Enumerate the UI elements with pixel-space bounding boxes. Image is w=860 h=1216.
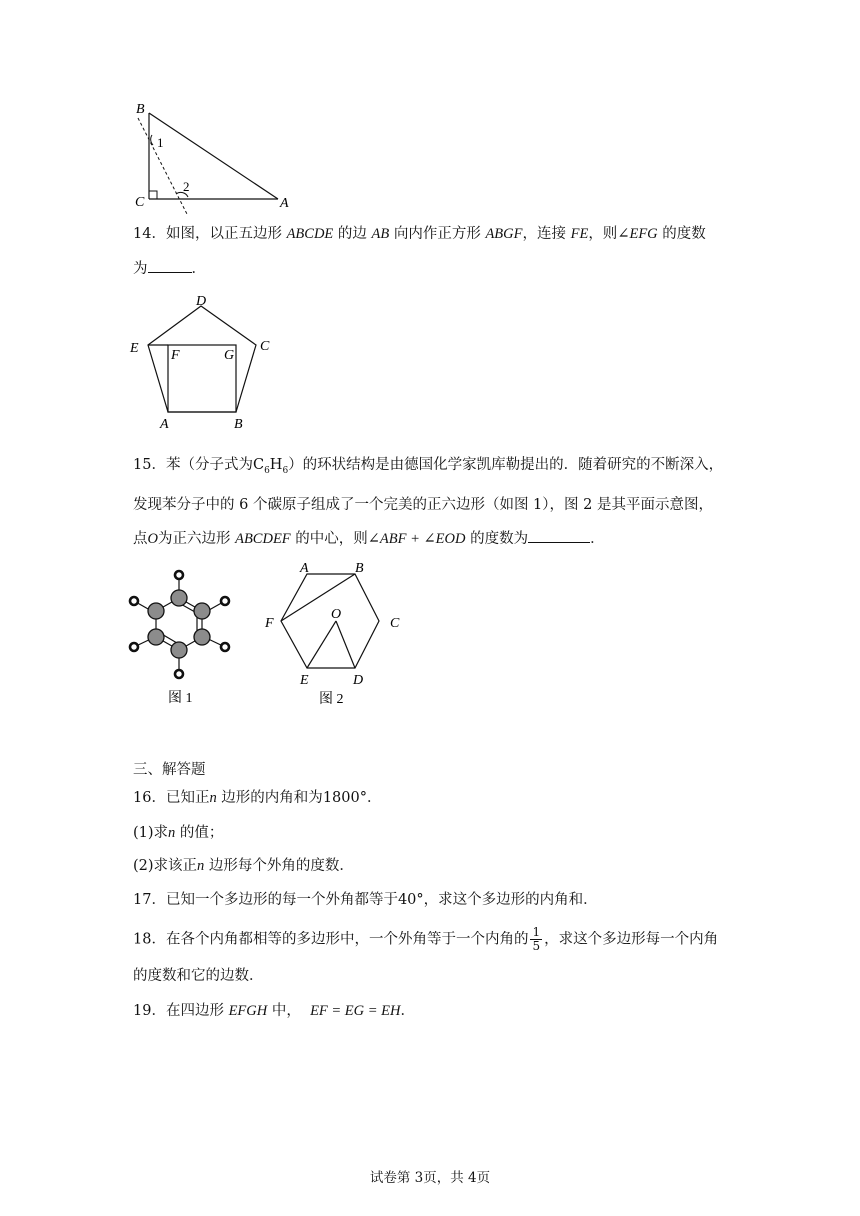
q18-line1: 18．在各个内角都相等的多边形中，一个外角等于一个内角的 $\frac{1}{5}$ ，求这个多边形每一个内角 — [133, 925, 719, 953]
benzene-formula: $C_6H_6$ — [252, 457, 289, 476]
q16-part2: (2)求该正n 边形每个外角的度数． — [133, 858, 354, 874]
label-c: C — [260, 339, 270, 354]
angle-sum-value: 1800° — [322, 790, 367, 806]
figure-benzene-molecule — [124, 565, 236, 705]
label-c: C — [390, 616, 400, 631]
section-title: 三、解答题 — [133, 762, 206, 778]
angle-efg: ∠EFG — [617, 226, 658, 242]
equal-sides-expression: EF = EG = EH — [310, 1003, 401, 1019]
label-d: D — [353, 673, 364, 688]
figure-pentagon-square — [126, 290, 286, 434]
label-b: B — [234, 417, 243, 432]
q16-part1: (1)求n 的值； — [133, 825, 224, 841]
answer-blank — [528, 541, 590, 543]
label-a: A — [160, 417, 169, 432]
q15-line2: 发现苯分子中的 6 个碳原子组成了一个完美的正六边形（如图 1），图 2 是其平面示意图， — [133, 497, 713, 513]
fraction-one-fifth: $\frac{1}{5}$ — [532, 925, 541, 953]
page-footer: 试卷第 3页，共 4页 — [369, 1170, 491, 1186]
label-d: D — [196, 294, 207, 309]
q14-line1: 14．如图，以正五边形 ABCDE 的边 AB 向内作正方形 ABGF，连接 FE，则∠EFG 的度数 — [133, 226, 706, 242]
angle-expression: ∠ABF + ∠EOD — [367, 531, 466, 547]
label-angle-2: 2 — [183, 179, 190, 194]
figure-2-caption: 图 2 — [319, 692, 344, 707]
q19-line: 19．在四边形 EFGH 中， EF = EG = EH． — [133, 1003, 416, 1019]
q17-line: 17．已知一个多边形的每一个外角都等于40°，求这个多边形的内角和． — [133, 892, 598, 908]
label-a: A — [300, 561, 309, 576]
center-o: O — [147, 531, 158, 547]
exterior-angle-value: 40° — [397, 892, 424, 908]
label-e: E — [130, 341, 139, 356]
label-b: B — [136, 102, 145, 117]
label-f: F — [171, 348, 180, 363]
label-f: F — [265, 616, 274, 631]
label-angle-1: 1 — [157, 135, 164, 150]
label-e: E — [300, 673, 309, 688]
label-c: C — [135, 195, 145, 210]
pentagon-name: ABCDE — [286, 226, 334, 242]
quadrilateral-name: EFGH — [228, 1003, 268, 1019]
figure-hexagon — [258, 558, 408, 710]
square-name: ABGF — [485, 226, 523, 242]
label-a: A — [280, 196, 289, 211]
hexagon-name: ABCDEF — [235, 531, 291, 547]
label-o: O — [331, 607, 342, 622]
label-g: G — [224, 348, 235, 363]
q18-line2: 的度数和它的边数． — [133, 968, 264, 984]
figure-right-triangle — [128, 98, 298, 220]
label-b: B — [355, 561, 364, 576]
q14-line2: 为 ． — [133, 261, 206, 277]
answer-blank — [148, 271, 192, 273]
figure-1-caption: 图 1 — [168, 691, 193, 705]
q15-line3: 点O为正六边形 ABCDEF 的中心，则∠ABF + ∠EOD 的度数为 ． — [133, 531, 605, 547]
q15-line1: 15．苯（分子式为$C_6H_6$）的环状结构是由德国化学家凯库勒提出的．随着研究的不断深入， — [133, 457, 724, 476]
q16-line1: 16．已知正n 边形的内角和为1800°． — [133, 790, 382, 806]
